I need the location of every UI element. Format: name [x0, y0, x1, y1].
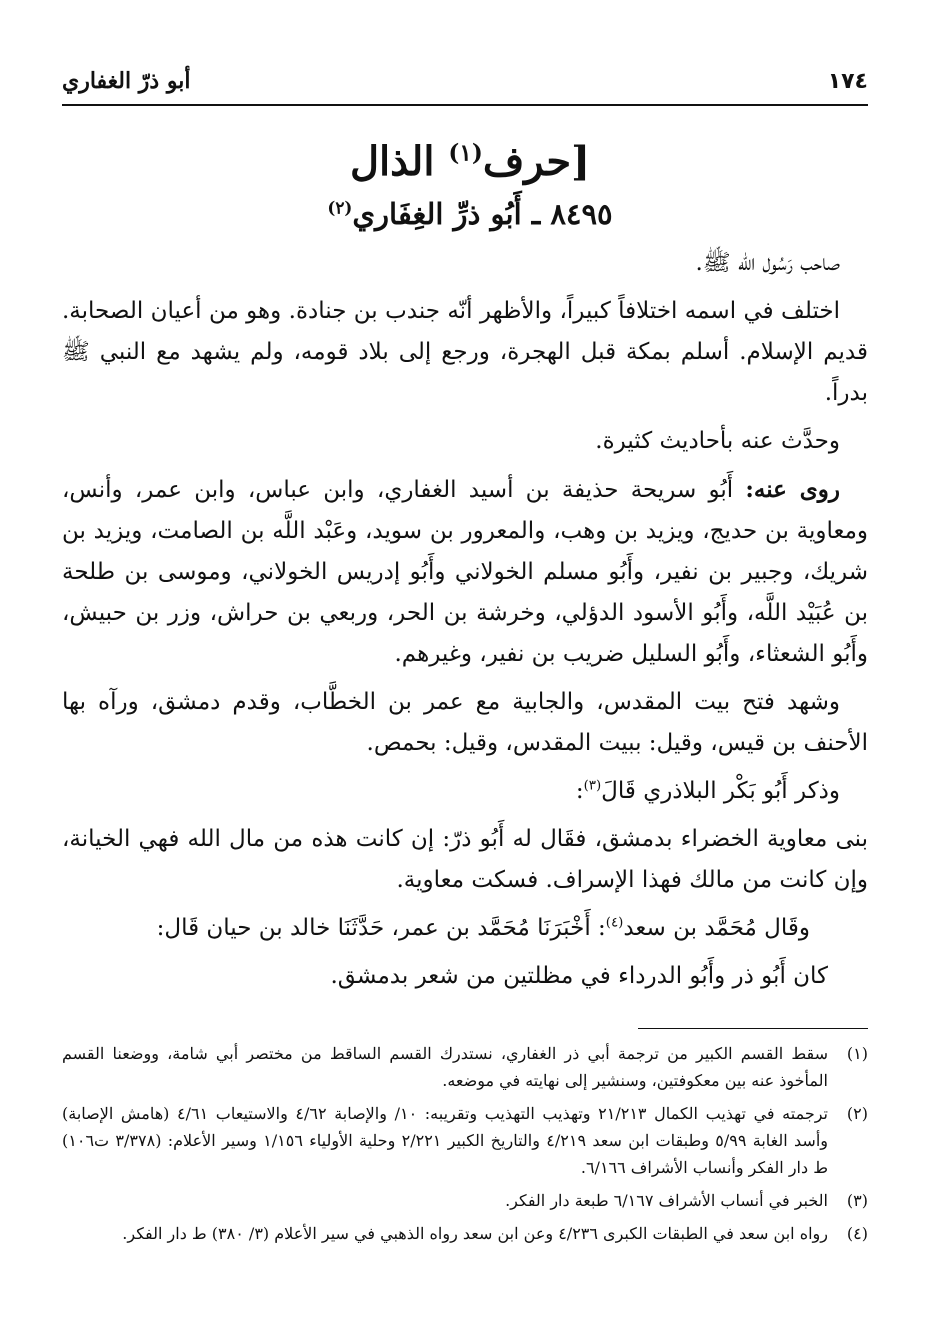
footnote-ref-2: (٢)	[327, 197, 353, 218]
paragraph-6	[62, 771, 868, 812]
paragraph-5: وشهد فتح بيت المقدس، والجابية مع عمر بن الخطَّاب، وقدم دمشق، ورآه بها الأحنف بن قيس، وقيل: ببيت المقدس، وقيل: بحمص.	[62, 689, 868, 756]
running-title: أبو ذرّ الغفاري	[62, 68, 191, 94]
footnote-item	[62, 1040, 868, 1094]
footnote-number: (١)	[846, 1044, 868, 1063]
narrators-list: أَبُو سريحة حذيفة بن أسيد الغفاري، وابن عباس، وابن عمر، وأنس، ومعاوية بن حديج، ويزيد بن وهب، والمعرور بن سويد، وعَبْد اللَّه بن الصامت، ويزيد بن شريك، وجبير بن نفير، وأَبُو مسلم الخولاني وأَبُو إدريس الخولاني، وموسى بن طلحة بن عُبَيْد اللَّه، وأَبُو الأسود الدؤلي، وخرشة بن الحر، وربعي بن حراش، وزر بن حبيش، وأَبُو الشعثاء، وأَبُو السليل ضريب بن نفير، وغيرهم.	[62, 477, 868, 667]
entry-heading-text: ٨٤٩٥ ـ أَبُو ذرِّ الغِفَاري	[352, 197, 613, 231]
page-number: ١٧٤	[827, 68, 868, 94]
footnote-text: ترجمته في تهذيب الكمال ٢١/٢١٣ وتهذيب التهذيب وتقريبه: ١٠/ والإصابة ٤/٦٢ والاستيعاب ٤/٦١ (هامش الإصابة) وأسد الغابة ٥/٩٩ وطبقات ابن سعد ٤/٢١٩ والتاريخ الكبير ٢/٢٢١ وحلية الأولياء ١/١٥٦ وسير الأعلام: (٣/٣٧٨ ت١٠٦) ط دار الفكر وأنساب الأشراف ٦/١٦٦.	[62, 1104, 829, 1177]
running-header	[62, 58, 868, 104]
paragraph-6-text: وذكر أَبُو بَكْر البلاذري قَالَ	[601, 778, 840, 804]
footnote-item	[62, 1100, 868, 1181]
footnote-text: رواه ابن سعد في الطبقات الكبرى ٤/٢٣٦ وعن ابن سعد رواه الذهبي في سير الأعلام (٣/ ٣٨٠) ط دار الفكر.	[122, 1224, 828, 1243]
paragraph-2: اختلف في اسمه اختلافاً كبيراً، والأظهر أنّه جندب بن جنادة. وهو من أعيان الصحابة. قديم الإسلام. أسلم بمكة قبل الهجرة، ورجع إلى بلاد قومه، ولم يشهد مع النبي ﷺ بدراً.	[62, 298, 868, 406]
section-heading-text-after: الذال	[349, 138, 435, 185]
paragraph-9: كان أَبُو ذر وأَبُو الدرداء في مظلتين من شعر بدمشق.	[330, 963, 828, 989]
footnote-number: (٢)	[846, 1104, 868, 1123]
footnote-divider	[638, 1028, 868, 1029]
footnote-ref-1: (١)	[448, 139, 483, 167]
paragraph-6-end: :	[575, 778, 584, 804]
footnote-number: (٣)	[846, 1191, 868, 1210]
paragraph-8-end: : أَخْبَرَنَا مُحَمَّد بن عمر، حَدَّثَنَا خالد بن حيان قَال:	[156, 915, 606, 941]
paragraph-1: صاحب رَسُول الله ﷺ.	[695, 250, 840, 276]
body-text	[62, 243, 868, 1004]
section-heading	[0, 132, 940, 192]
paragraph-8	[62, 908, 868, 949]
paragraph-8-text: وقَال مُحَمَّد بن سعد	[623, 915, 810, 941]
footnote-text: الخبر في أنساب الأشراف ٦/١٦٧ طبعة دار الفكر.	[505, 1191, 828, 1210]
footnotes	[62, 1040, 868, 1253]
paragraph-3: وحدَّث عنه بأحاديث كثيرة.	[595, 428, 840, 454]
footnote-ref-3: (٣)	[583, 778, 602, 794]
section-heading-text: [حرف	[482, 138, 591, 185]
paragraph-7: بنى معاوية الخضراء بدمشق، فقَال له أَبُو ذرّ: إن كانت هذه من مال الله فهي الخيانة، وإن كانت من مالك فهذا الإسراف. فسكت معاوية.	[62, 826, 868, 893]
footnote-text: سقط القسم الكبير من ترجمة أبي ذر الغفاري، نستدرك القسم الساقط من مختصر أبي شامة، ووضعنا القسم المأخوذ عنه بين معكوفتين، وسنشير إلى نهايته في موضعه.	[62, 1044, 828, 1090]
narrators-label: روى عنه:	[745, 476, 840, 503]
footnote-ref-4: (٤)	[605, 915, 624, 931]
footnote-item	[62, 1187, 868, 1214]
entry-heading	[0, 190, 940, 238]
footnote-item	[62, 1220, 868, 1247]
paragraph-4	[62, 469, 868, 675]
header-divider	[62, 104, 868, 106]
footnote-number: (٤)	[846, 1224, 868, 1243]
